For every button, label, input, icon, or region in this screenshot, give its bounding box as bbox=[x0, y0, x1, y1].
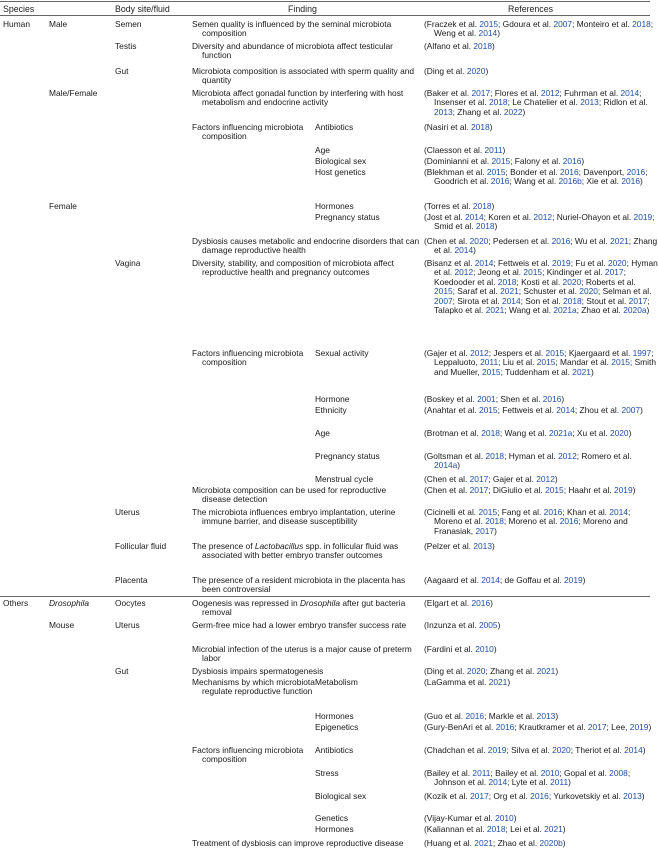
oocytes-text-1: Oogenesis was repressed in bbox=[192, 598, 300, 608]
citation-year[interactable]: 2016 bbox=[495, 722, 515, 732]
reference-cell: (Bisanz et al. 2014; Fettweis et al. 2019; Fu et al. 2020; Hyman et al. 2012; Jeong et al. 2015; Kindinger et al. 2017; Koedooder et al. 2018; Kosti et al. 2020; Roberts et al. 2015; Saraf et al. 2021; Schuster et al. 2020; Selman et al. 2007; Sirota et al. 2014; Son et al. 2018; Stout et al. 2017; Talapko et al. 2021; Wang et al. 2021a; Zhao et al. 2020a) bbox=[424, 258, 658, 316]
citation-year[interactable]: 2015 bbox=[545, 348, 565, 358]
reference-cell: (Goltsman et al. 2018; Hyman et al. 2012; Romero et al. 2014a) bbox=[424, 451, 632, 471]
citation-year[interactable]: 2017 bbox=[475, 525, 495, 536]
reference-cell: (Huang et al. 2021; Zhao et al. 2020b) bbox=[424, 838, 566, 848]
reference-cell: (Torres et al. 2018) bbox=[424, 201, 495, 211]
site-gut-mouse: Gut bbox=[115, 666, 129, 676]
header-references: References bbox=[508, 4, 553, 14]
citation-year[interactable]: 2014 bbox=[478, 28, 498, 39]
finding-gonadal-function: Microbiota affect gonadal function by interfering with host metabolism and endocrine activity bbox=[192, 88, 404, 108]
citation-year[interactable]: 2015 bbox=[545, 485, 564, 495]
citation-year[interactable]: 2020 bbox=[562, 276, 582, 287]
header-finding: Finding bbox=[288, 4, 317, 14]
citation-year[interactable]: 2007 bbox=[621, 405, 641, 415]
reference-cell: (Elgart et al. 2016) bbox=[424, 598, 493, 608]
citation-year[interactable]: 2018 bbox=[632, 19, 651, 29]
site-oocytes: Oocytes bbox=[115, 598, 146, 608]
citation-year[interactable]: 2016 bbox=[559, 167, 579, 177]
citation-year[interactable]: 2012 bbox=[454, 267, 474, 278]
mechanism-metabolism: Metabolism bbox=[315, 677, 358, 687]
species-human: Human bbox=[3, 19, 30, 29]
factor-antibiotics-1: Antibiotics bbox=[315, 122, 354, 132]
citation-year[interactable]: 2008 bbox=[609, 768, 628, 778]
reference-cell: (Baker et al. 2017; Flores et al. 2012; Fuhrman et al. 2014; Insenser et al. 2018; Le Chatelier et al. 2013; Ridlon et al. 2013; Zhang et al. 2022) bbox=[424, 88, 648, 117]
reference-cell: (Gury-BenAri et al. 2016; Krautkramer et al. 2017; Lee, 2019) bbox=[424, 722, 652, 732]
citation-year[interactable]: 2018 bbox=[472, 201, 492, 211]
finding-dysbiosis: Dysbiosis causes metabolic and endocrine disorders that can damage reproductive health bbox=[192, 236, 420, 256]
reference-cell: (Anahtar et al. 2015; Fettweis et al. 2014; Zhou et al. 2007) bbox=[424, 405, 643, 415]
finding-semen: Semen quality is influenced by the seminal microbiota composition bbox=[192, 19, 392, 39]
citation-year[interactable]: 2010 bbox=[495, 813, 514, 823]
reference-cell: (Nasiri et al. 2018) bbox=[424, 122, 493, 132]
follicular-text-2: spp. in follicular fluid was associated with better embryo transfer outcomes bbox=[202, 541, 399, 561]
reference-cell: (Kaliannan et al. 2018; Lei et al. 2021) bbox=[424, 824, 566, 834]
reference-cell: (Pelzer et al. 2013) bbox=[424, 541, 495, 551]
site-testis: Testis bbox=[115, 41, 137, 51]
citation-year[interactable]: 2018 bbox=[481, 428, 500, 438]
citation-year[interactable]: 2015 bbox=[434, 286, 453, 297]
reference-cell: (LaGamma et al. 2021) bbox=[424, 677, 511, 687]
citation-year[interactable]: 2018 bbox=[485, 451, 505, 461]
citation-year[interactable]: 2021 bbox=[610, 236, 629, 246]
factor-hormones-1: Hormones bbox=[315, 201, 354, 211]
oocytes-text-2: after gut bacteria removal bbox=[202, 598, 406, 618]
citation-year[interactable]: 2021 bbox=[500, 286, 519, 297]
citation-year[interactable]: 2015 bbox=[478, 405, 498, 415]
citation-year[interactable]: 2007 bbox=[434, 295, 453, 306]
citation-year[interactable]: 2014 bbox=[556, 405, 575, 415]
citation-year[interactable]: 2017 bbox=[471, 88, 491, 98]
citation-year[interactable]: 2012 bbox=[540, 88, 560, 98]
factor-biological-sex-3: Biological sex bbox=[315, 791, 367, 801]
citation-year[interactable]: 2018 bbox=[485, 516, 504, 527]
citation-year[interactable]: 2007 bbox=[553, 19, 573, 29]
site-uterus-human: Uterus bbox=[115, 507, 140, 517]
mechanism-hormones: Hormones bbox=[315, 711, 354, 721]
header-body-site: Body site/fluid bbox=[115, 4, 170, 14]
citation-year[interactable]: 2001 bbox=[477, 394, 496, 404]
reference-cell: (Ding et al. 2020; Zhang et al. 2021) bbox=[424, 666, 559, 676]
citation-year[interactable]: 2010 bbox=[475, 644, 494, 654]
citation-year[interactable]: 2011 bbox=[472, 768, 491, 778]
citation-year[interactable]: 2021 bbox=[474, 838, 493, 848]
reference-cell: (Inzunza et al. 2005) bbox=[424, 620, 501, 630]
citation-year[interactable]: 2020 bbox=[466, 666, 486, 676]
mechanism-epigenetics: Epigenetics bbox=[315, 722, 359, 732]
citation-year[interactable]: 2015 bbox=[523, 267, 543, 278]
citation-year[interactable]: 2015 bbox=[481, 366, 501, 377]
reference-cell: (Chen et al. 2017; DiGiulio et al. 2015; Haahr et al. 2019) bbox=[424, 485, 636, 495]
reference-cell: (Chen et al. 2020; Pedersen et al. 2016; Wu et al. 2021; Zhang et al. 2014) bbox=[424, 236, 658, 256]
citation-year[interactable]: 2011 bbox=[550, 777, 569, 788]
citation-year[interactable]: 2018 bbox=[497, 276, 517, 287]
citation-year[interactable]: 2014 bbox=[624, 745, 643, 755]
citation-year[interactable]: 2011 bbox=[480, 357, 499, 368]
citation-year[interactable]: 2016 bbox=[562, 156, 582, 166]
factor-biological-sex-1: Biological sex bbox=[315, 156, 367, 166]
citation-year[interactable]: 2014 bbox=[501, 295, 521, 306]
citation-year[interactable]: 2016 bbox=[490, 176, 510, 187]
site-vagina: Vagina bbox=[115, 258, 141, 268]
reference-cell: (Kozik et al. 2017; Org et al. 2016; Yurkovetskiy et al. 2013) bbox=[424, 791, 645, 801]
citation-year[interactable]: 2021 bbox=[572, 366, 591, 377]
citation-year[interactable]: 2019 bbox=[613, 485, 633, 495]
citation-year[interactable]: 2016 bbox=[465, 711, 485, 721]
reference-cell: (Fraczek et al. 2015; Gdoura et al. 2007; Monteiro et al. 2018; Weng et al. 2014) bbox=[424, 19, 654, 39]
citation-year[interactable]: 2012 bbox=[470, 348, 489, 358]
finding-treatment: Treatment of dysbiosis can improve reproductive disease bbox=[192, 838, 404, 848]
reference-cell: (Claesson et al. 2011) bbox=[424, 145, 506, 155]
finding-placenta: The presence of a resident microbiota in the placenta has been controversial bbox=[192, 575, 406, 595]
citation-year[interactable]: 2016 bbox=[551, 236, 571, 246]
reference-cell: (Aagaard et al. 2014; de Goffau et al. 2019) bbox=[424, 575, 586, 585]
citation-year[interactable]: 2018 bbox=[486, 824, 506, 834]
citation-year[interactable]: 2014 bbox=[474, 258, 494, 268]
section-rule bbox=[0, 596, 650, 597]
factor-pregnancy-1: Pregnancy status bbox=[315, 212, 380, 222]
site-semen: Semen bbox=[115, 19, 142, 29]
organism-mouse: Mouse bbox=[49, 620, 75, 630]
reference-cell: (Dominianni et al. 2015; Falony et al. 2016) bbox=[424, 156, 585, 166]
citation-year[interactable]: 2021 bbox=[488, 677, 508, 687]
citation-year[interactable]: 2014 bbox=[454, 245, 474, 256]
drosophila-label: Drosophila bbox=[49, 598, 90, 608]
citation-year[interactable]: 2014a bbox=[434, 460, 458, 471]
finding-detection: Microbiota composition can be used for reproductive disease detection bbox=[192, 485, 387, 505]
factor-genetics: Genetics bbox=[315, 813, 349, 823]
citation-year[interactable]: 2021 bbox=[544, 824, 563, 834]
finding-germ-free: Germ-free mice had a lower embryo transfer success rate bbox=[192, 620, 407, 630]
citation-year[interactable]: 2015 bbox=[486, 167, 506, 177]
factor-hormones-4: Hormones bbox=[315, 824, 354, 834]
factors-group-3: Factors influencing microbiota composition bbox=[192, 745, 304, 765]
citation-year[interactable]: 2018 bbox=[473, 41, 492, 51]
reference-cell: (Chen et al. 2017; Gajer et al. 2012) bbox=[424, 474, 558, 484]
citation-year[interactable]: 2015 bbox=[611, 357, 630, 368]
citation-year[interactable]: 2016b bbox=[558, 176, 582, 187]
finding-gut-human: Microbiota composition is associated with sperm quality and quantity bbox=[192, 66, 415, 86]
reference-cell: (Cicinelli et al. 2015; Fang et al. 2016; Khan et al. 2014; Moreno et al. 2018; Moreno et al. 2016; Moreno and Franasiak, 2017) bbox=[424, 507, 631, 536]
citation-year[interactable]: 2016 bbox=[626, 167, 646, 177]
factor-menstrual-cycle: Menstrual cycle bbox=[315, 474, 374, 484]
site-follicular-fluid: Follicular fluid bbox=[115, 541, 167, 551]
citation-year[interactable]: 2018 bbox=[475, 221, 495, 232]
top-rule bbox=[0, 1, 650, 2]
citation-year[interactable]: 2005 bbox=[478, 620, 498, 630]
citation-year[interactable]: 2020 bbox=[609, 428, 629, 438]
citation-year[interactable]: 2014 bbox=[620, 88, 640, 98]
citation-year[interactable]: 1997 bbox=[632, 348, 652, 358]
citation-year[interactable]: 2020 bbox=[469, 236, 489, 246]
citation-year[interactable]: 2011 bbox=[484, 145, 503, 155]
citation-year[interactable]: 2016 bbox=[542, 394, 562, 404]
citation-year[interactable]: 2015 bbox=[536, 357, 556, 368]
factor-pregnancy-2: Pregnancy status bbox=[315, 451, 380, 461]
citation-year[interactable]: 2021 bbox=[536, 666, 556, 676]
citation-year[interactable]: 2020 bbox=[552, 745, 571, 755]
sex-male-female: Male/Female bbox=[49, 88, 98, 98]
site-uterus-mouse: Uterus bbox=[115, 620, 140, 630]
citation-year[interactable]: 2018 bbox=[488, 97, 508, 108]
reference-cell: (Jost et al. 2014; Koren et al. 2012; Nuriel-Ohayon et al. 2019; Smid et al. 2018) bbox=[424, 212, 655, 232]
factor-sexual-activity: Sexual activity bbox=[315, 348, 369, 358]
citation-year[interactable]: 2014 bbox=[481, 575, 500, 585]
citation-year[interactable]: 2019 bbox=[552, 258, 571, 268]
citation-year[interactable]: 2013 bbox=[623, 791, 642, 801]
finding-follicular bbox=[192, 542, 424, 561]
citation-year[interactable]: 2017 bbox=[628, 295, 648, 306]
citation-year[interactable]: 2012 bbox=[533, 212, 553, 222]
finding-spermatogenesis: Dysbiosis impairs spermatogenesis bbox=[192, 666, 324, 676]
citation-year[interactable]: 2021 bbox=[485, 305, 505, 316]
citation-year[interactable]: 2016 bbox=[471, 598, 491, 608]
citation-year[interactable]: 2014 bbox=[488, 777, 508, 788]
citation-year[interactable]: 2021a bbox=[553, 305, 577, 316]
finding-vagina: Diversity, stability, and composition of microbiota affect reproductive health and pregnancy outcomes bbox=[192, 258, 395, 278]
finding-uterus: The microbiota influences embryo implantation, uterine immune barrier, and disease susceptibility bbox=[192, 507, 396, 527]
citation-year[interactable]: 2013 bbox=[434, 106, 453, 117]
citation-year[interactable]: 2010 bbox=[540, 768, 560, 778]
factors-group-2: Factors influencing microbiota composition bbox=[192, 348, 304, 368]
citation-year[interactable]: 2020 bbox=[579, 286, 598, 297]
species-others: Others bbox=[3, 598, 29, 608]
reference-cell: (Guo et al. 2016; Markle et al. 2013) bbox=[424, 711, 559, 721]
reference-cell: (Ding et al. 2020) bbox=[424, 66, 489, 76]
citation-year[interactable]: 2018 bbox=[471, 122, 490, 132]
citation-year[interactable]: 2014 bbox=[464, 212, 484, 222]
citation-year[interactable]: 2019 bbox=[564, 575, 583, 585]
factor-age-1: Age bbox=[315, 145, 330, 155]
factor-host-genetics: Host genetics bbox=[315, 167, 366, 177]
citation-year[interactable]: 2016 bbox=[621, 176, 640, 187]
citation-year[interactable]: 2019 bbox=[629, 722, 649, 732]
citation-year[interactable]: 2015 bbox=[479, 19, 499, 29]
follicular-text-1: The presence of bbox=[192, 541, 255, 551]
factor-hormone-2: Hormone bbox=[315, 394, 350, 404]
site-gut-human: Gut bbox=[115, 66, 129, 76]
factor-age-2: Age bbox=[315, 428, 330, 438]
citation-year[interactable]: 2017 bbox=[469, 474, 489, 484]
lactobacillus-taxon: Lactobacillus bbox=[254, 541, 304, 551]
citation-year[interactable]: 2015 bbox=[491, 156, 511, 166]
header-rule bbox=[0, 15, 650, 16]
citation-year[interactable]: 2020 bbox=[466, 66, 486, 76]
reference-cell: (Fardini et al. 2010) bbox=[424, 644, 497, 654]
factors-group-1: Factors influencing microbiota composition bbox=[192, 122, 304, 142]
citation-year[interactable]: 2017 bbox=[604, 267, 624, 278]
citation-year[interactable]: 2020 bbox=[607, 258, 627, 268]
citation-year[interactable]: 2020a bbox=[623, 305, 647, 316]
drosophila-taxon: Drosophila bbox=[300, 598, 341, 608]
citation-year[interactable]: 2022 bbox=[503, 106, 523, 117]
sex-male: Male bbox=[49, 19, 68, 29]
reference-cell: (Brotman et al. 2018; Wang et al. 2021a; Xu et al. 2020) bbox=[424, 428, 632, 438]
mechanisms-group: Mechanisms by which microbiota regulate reproductive function bbox=[192, 677, 315, 697]
finding-testis: Diversity and abundance of microbiota affect testicular function bbox=[192, 41, 393, 61]
reference-cell: (Blekhman et al. 2015; Bonder et al. 2016; Davenport, 2016; Goodrich et al. 2016; Wang et al. 2016b; Xie et al. 2016) bbox=[424, 167, 648, 187]
reference-cell: (Gajer et al. 2012; Jespers et al. 2015; Kjaergaard et al. 1997; Leppaluoto, 2011; Liu et al. 2015; Mandar et al. 2015; Smith and Mueller, 2015; Tuddenham et al. 2021) bbox=[424, 348, 656, 377]
citation-year[interactable]: 2017 bbox=[469, 485, 489, 495]
factor-ethnicity: Ethnicity bbox=[315, 405, 347, 415]
citation-year[interactable]: 2016 bbox=[559, 516, 579, 527]
citation-year[interactable]: 2012 bbox=[536, 474, 555, 484]
citation-year[interactable]: 2013 bbox=[536, 711, 556, 721]
citation-year[interactable]: 2013 bbox=[473, 541, 492, 551]
citation-year[interactable]: 2017 bbox=[587, 722, 607, 732]
citation-year[interactable]: 2013 bbox=[580, 97, 599, 108]
factor-antibiotics-3: Antibiotics bbox=[315, 745, 354, 755]
citation-year[interactable]: 2017 bbox=[470, 791, 489, 801]
citation-year[interactable]: 2021a bbox=[548, 428, 573, 438]
reference-cell: (Alfano et al. 2018) bbox=[424, 41, 495, 51]
citation-year[interactable]: 2012 bbox=[558, 451, 577, 461]
reference-cell: (Vijay-Kumar et al. 2010) bbox=[424, 813, 517, 823]
organism-drosophila bbox=[49, 599, 89, 608]
header-species: Species bbox=[3, 4, 35, 14]
citation-year[interactable]: 2014 bbox=[609, 507, 628, 517]
factor-stress: Stress bbox=[315, 768, 339, 778]
citation-year[interactable]: 2016 bbox=[530, 791, 549, 801]
citation-year[interactable]: 2016 bbox=[543, 507, 563, 517]
finding-oocytes bbox=[192, 599, 424, 618]
citation-year[interactable]: 2018 bbox=[563, 295, 582, 306]
citation-year[interactable]: 2015 bbox=[478, 507, 498, 517]
reference-cell: (Bailey et al. 2011; Bailey et al. 2010; Gopal et al. 2008; Johnson et al. 2014; Lyte et al. 2011) bbox=[424, 768, 631, 788]
sex-female: Female bbox=[49, 201, 77, 211]
finding-infection: Microbial infection of the uterus is a major cause of preterm labor bbox=[192, 644, 412, 664]
reference-cell: (Boskey et al. 2001; Shen et al. 2016) bbox=[424, 394, 565, 404]
citation-year[interactable]: 2019 bbox=[487, 745, 507, 755]
citation-year[interactable]: 2020b bbox=[539, 838, 563, 848]
citation-year[interactable]: 2019 bbox=[633, 212, 653, 222]
reference-cell: (Chadchan et al. 2019; Silva et al. 2020; Theriot et al. 2014) bbox=[424, 745, 646, 755]
site-placenta: Placenta bbox=[115, 575, 148, 585]
